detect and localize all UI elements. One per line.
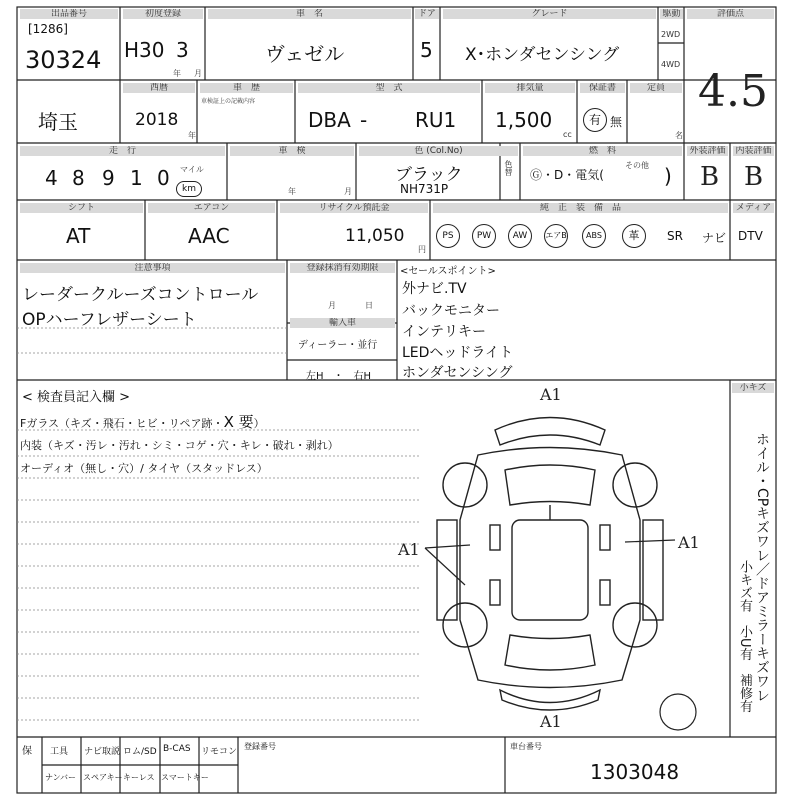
region: 埼玉 [38,110,78,134]
first-reg-month: 3 [176,38,189,62]
import-dealer: ディーラー・並行 [298,340,378,351]
warranty-no: 無 [610,115,623,129]
displacement: 1,500 [495,108,553,132]
damage-mark-rear: A1 [540,712,562,731]
shift-value: AT [66,224,91,248]
first-reg-label: 初度登録 [123,9,203,19]
footer-bcas: B-CAS [163,744,191,754]
sales-point-5: ホンダセンシング [402,365,513,381]
sales-label: <セールスポイント> [400,266,496,277]
mileage-digit-4: 1 [130,166,143,190]
equip-abs: ABS [582,224,606,248]
footer-smart-key: スマートキー [161,773,209,782]
door-label: ドア [415,9,439,19]
mileage-digit-5: 0 [157,166,170,190]
diagram-right-label: 小キズ [732,383,774,393]
reg-number-label: 登録番号 [244,742,276,751]
audio-line: オーディオ（無し・穴）/ タイヤ（スタッドレス） [20,462,268,475]
equip-airbag: エアB [544,224,568,248]
sales-point-3: インテリキー [402,324,486,340]
caution-item-1: レーダークルーズコントロール [22,285,259,305]
drive-4wd: 4WD [661,60,681,69]
chassis-label: 車台番号 [510,742,542,751]
color-code: NH731P [400,182,449,196]
western-year-label: 西暦 [123,83,195,93]
mileage-digit-2: 8 [72,166,85,190]
color-change-label: 色替 [504,160,513,176]
footer-rom-sd: ロム/SD [123,747,157,757]
ac-label: エアコン [148,203,275,213]
handwritten-note-1: ホイル・CPキズワレ／ドアミラーキズワレ [754,432,770,703]
interior-line: 内装（キズ・汚レ・汚れ・シミ・コゲ・穴・キレ・破れ・剥れ） [20,439,339,452]
score-value: 4.5 [698,66,768,117]
equip-leather: 革 [622,224,646,248]
caution-label: 注意事項 [20,263,285,273]
footer-keyless: キーレス [123,773,155,782]
year-unit: 年 [173,69,181,78]
inspection-year-unit: 年 [288,187,296,196]
handwritten-note-2: 小キズ有 小U有 補修有 [737,560,752,713]
mileage-digit-1: 4 [45,166,58,190]
media-label: メディア [733,203,774,213]
reg-expiry-day: 日 [365,301,373,310]
warranty-label: 保証書 [580,83,625,93]
footer-remote: リモコン [201,747,238,757]
exterior-label: 外装評価 [687,146,728,156]
inspection-month-unit: 月 [344,187,352,196]
recycle-label: リサイクル預託金 [280,203,428,213]
drive-2wd: 2WD [661,30,681,39]
inspection-label: 車 検 [230,146,354,156]
recycle-fee: 11,050 [345,226,405,246]
import-label: 輸入車 [290,318,395,328]
inspection-title: < 検査員記入欄 > [22,390,131,405]
reg-note: 車検証上の記載内容 [201,98,256,105]
media-value: DTV [738,229,763,243]
car-diagram [437,418,663,711]
damage-mark-left: A1 [398,540,420,559]
shift-label: シフト [20,203,143,213]
model-prefix: DBA [308,108,351,132]
reg-expiry-label: 登録抹消有効期限 [290,263,395,273]
year-western-unit: 年 [188,131,196,140]
damage-mark-right: A1 [678,533,700,552]
mileage-label: 走 行 [20,146,225,156]
model-dash: - [360,108,368,132]
sales-point-2: バックモニター [402,303,500,319]
damage-mark-front: A1 [540,385,562,404]
equip-navi: ナビ [702,231,727,245]
reg-history-label: 車 歴 [200,83,293,93]
fuel-close: ) [664,164,672,188]
first-reg-era-year: H30 [124,38,165,62]
car-name-label: 車 名 [208,9,411,19]
fuel-other: その他 [625,161,649,170]
score-label: 評価点 [687,9,774,19]
footer-spare-key: スペアキー [83,773,123,782]
recycle-yen: 円 [418,245,426,254]
footer-tools: 工具 [50,747,69,757]
caution-item-2: OPハーフレザーシート [22,310,197,330]
equip-sr: SR [667,229,683,243]
year-western: 2018 [135,110,179,130]
equip-ps: PS [436,224,460,248]
footer-navi-manual: ナビ取説 [84,747,121,757]
sales-point-1: 外ナビ.TV [402,281,467,297]
equipment-label: 純 正 装 備 品 [433,203,728,213]
month-unit: 月 [194,69,202,78]
interior-score: B [744,162,764,192]
lot-number: 30324 [25,46,102,74]
equip-pw: PW [472,224,496,248]
glass-mark: X 要 [223,413,254,431]
car-name: ヴェゼル [265,42,345,66]
mileage-mile: マイル [180,165,204,174]
fuel-label: 燃 料 [523,146,682,156]
warranty-yes: 有 [583,108,607,132]
chassis-number: 1303048 [590,760,680,784]
equip-aw: AW [508,224,532,248]
capacity-label: 定員 [630,83,682,93]
exterior-score: B [700,162,720,192]
color-name: ブラック [395,165,463,185]
drive-label: 駆動 [660,9,683,19]
displacement-unit: cc [563,130,572,139]
fuel-options: Ⓖ・D・電気( [530,168,604,182]
sales-point-4: LEDヘッドライト [402,345,514,361]
mileage-km: km [176,176,202,197]
reg-expiry-month: 月 [328,301,336,310]
grade: X･ホンダセンシング [465,45,620,65]
doors: 5 [420,38,433,62]
lot-label: 出品番号 [20,9,118,19]
mileage-digit-3: 9 [102,166,115,190]
footer-number-plate: ナンバー [45,773,77,782]
grade-label: グレード [443,9,656,19]
footer-corner-label: 保 [22,746,32,757]
lot-sub: [1286] [28,22,68,36]
capacity-unit: 名 [675,131,683,140]
model-code: RU1 [415,108,457,132]
interior-label: 内装評価 [733,146,774,156]
ac-value: AAC [188,224,230,248]
steering-side: 左H ・ 右H [306,371,372,382]
color-label: 色 (Col.No) [359,146,518,156]
displacement-label: 排気量 [485,83,575,93]
model-label: 型 式 [298,83,480,93]
glass-line: Fガラス（キズ・飛石・ヒビ・リペア跡・X 要） [20,413,265,431]
